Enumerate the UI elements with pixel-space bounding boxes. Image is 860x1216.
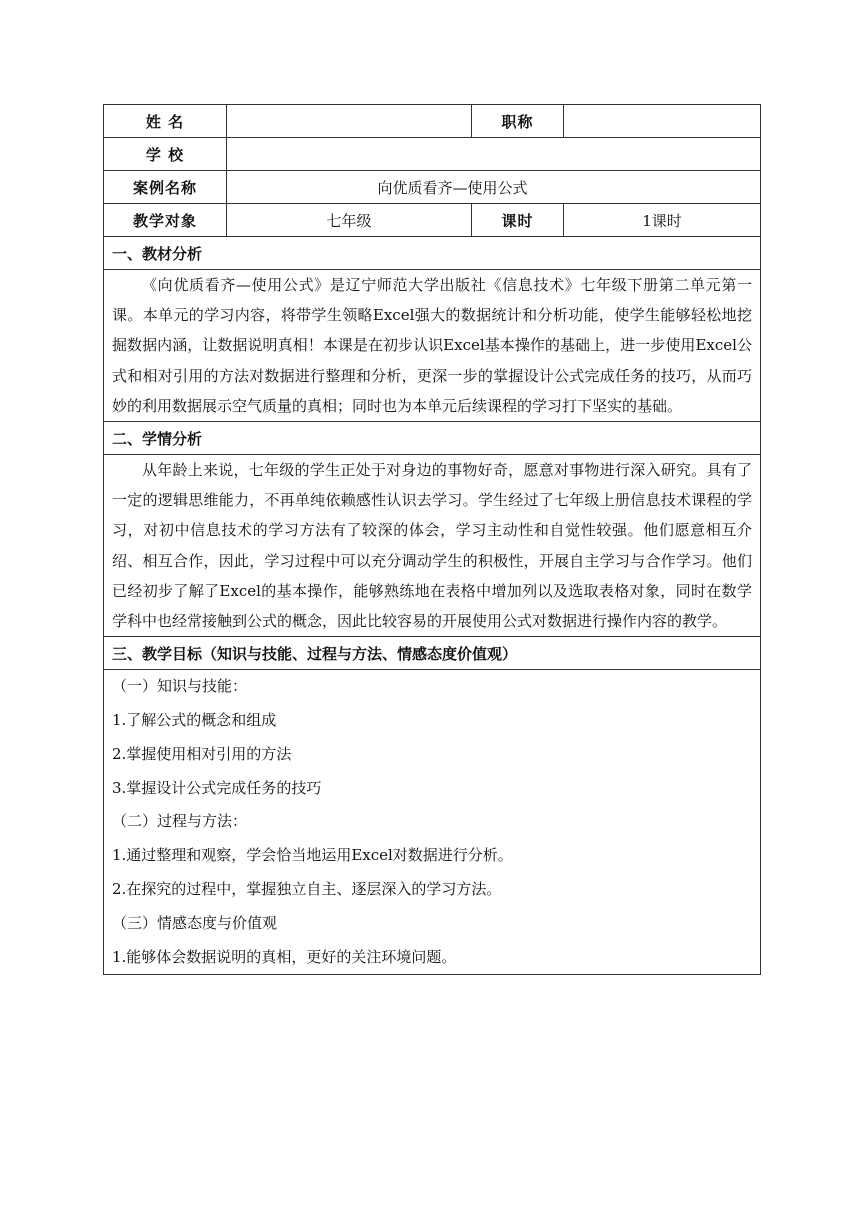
- case-value: 向优质看齐—使用公式: [227, 171, 761, 204]
- row-name: [104, 105, 761, 138]
- row-objectives-heading: [104, 637, 761, 670]
- objective-line: 3.掌握设计公式完成任务的技巧: [112, 778, 322, 797]
- lesson-plan-table: [103, 104, 761, 975]
- material-heading: 一、教材分析: [104, 237, 761, 270]
- material-paragraph: 《向优质看齐—使用公式》是辽宁师范大学出版社《信息技术》七年级下册第二单元第一课。本单元的学习内容，将带学生领略Excel强大的数据统计和分析功能，使学生能够轻松地挖掘数据内涵，让数据说明真相！本课是在初步认识Excel基本操作的基础上，进一步使用Excel公式和相对引用的方法对数据进行整理和分析，更深一步的掌握设计公式完成任务的技巧，从而巧妙的利用数据展示空气质量的真相；同时也为本单元后续课程的学习打下坚实的基础。: [104, 270, 761, 422]
- row-material-text: [104, 270, 761, 422]
- objective-line: 1.能够体会数据说明的真相，更好的关注环境问题。: [112, 947, 457, 966]
- students-heading: 二、学情分析: [104, 422, 761, 455]
- objective-line: 2.在探究的过程中，掌握独立自主、逐层深入的学习方法。: [112, 880, 502, 899]
- school-label: 学 校: [104, 138, 227, 171]
- objective-line: 2.掌握使用相对引用的方法: [112, 744, 292, 763]
- row-students-text: [104, 455, 761, 637]
- title-label: 职称: [472, 105, 564, 138]
- row-school: [104, 138, 761, 171]
- case-label: 案例名称: [104, 171, 227, 204]
- objective-line: （一）知识与技能：: [112, 677, 248, 696]
- row-objectives-list: [104, 670, 761, 975]
- row-material-heading: [104, 237, 761, 270]
- school-value: [227, 138, 761, 171]
- objectives-heading: 三、教学目标（知识与技能、过程与方法、情感态度价值观）: [104, 637, 761, 670]
- objective-line: 1.通过整理和观察，学会恰当地运用Excel对数据进行分析。: [112, 846, 513, 865]
- row-case: [104, 171, 761, 204]
- target-value: 七年级: [227, 204, 472, 237]
- row-students-heading: [104, 422, 761, 455]
- hours-label: 课时: [472, 204, 564, 237]
- name-label: 姓 名: [104, 105, 227, 138]
- row-target: [104, 204, 761, 237]
- target-label: 教学对象: [104, 204, 227, 237]
- students-paragraph: 从年龄上来说，七年级的学生正处于对身边的事物好奇，愿意对事物进行深入研究。具有了一定的逻辑思维能力，不再单纯依赖感性认识去学习。学生经过了七年级上册信息技术课程的学习，对初中信息技术的学习方法有了较深的体会，学习主动性和自觉性较强。他们愿意相互介绍、相互合作，因此，学习过程中可以充分调动学生的积极性，开展自主学习与合作学习。他们已经初步了解了Excel的基本操作，能够熟练地在表格中增加列以及选取表格对象，同时在数学学科中也经常接触到公式的概念，因此比较容易的开展使用公式对数据进行操作内容的教学。: [104, 455, 761, 637]
- objective-line: （二）过程与方法：: [112, 812, 248, 831]
- objectives-list: [104, 670, 761, 975]
- name-value: [227, 105, 472, 138]
- title-value: [564, 105, 761, 138]
- objective-line: 1.了解公式的概念和组成: [112, 711, 277, 730]
- hours-value: 1课时: [564, 204, 761, 237]
- objective-line: （三）情感态度与价值观: [112, 913, 278, 932]
